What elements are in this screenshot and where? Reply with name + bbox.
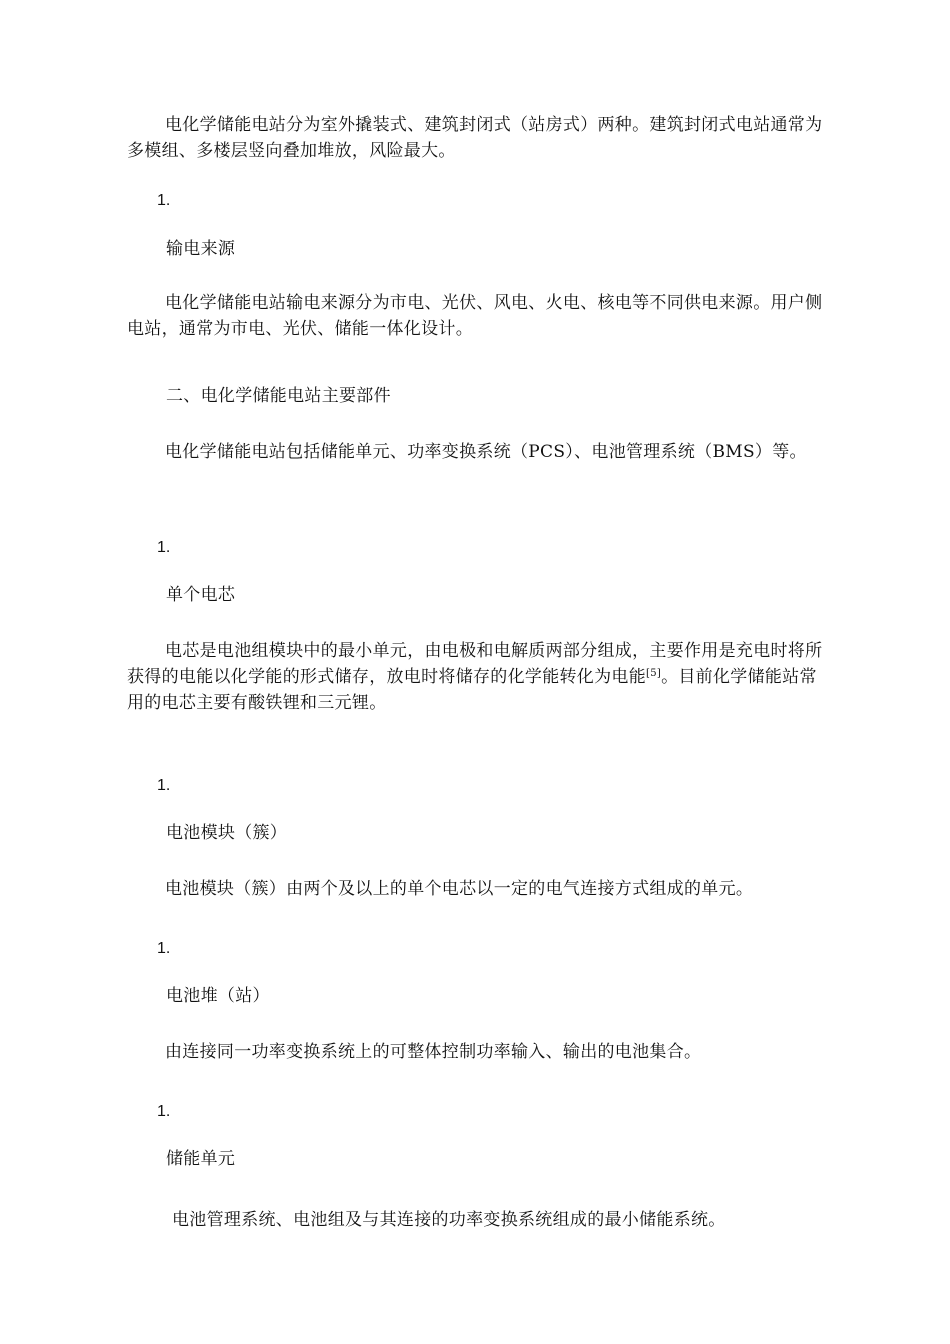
paragraph-power-source: 电化学储能电站输电来源分为市电、光伏、风电、火电、核电等不同供电来源。用户侧电站，通常为市电、光伏、储能一体化设计。 <box>127 293 823 339</box>
paragraph-single-cell-tail: 。目前化学储能站常用的电芯主要有酸铁锂和三元锂。 <box>127 667 817 713</box>
heading-power-source: 输电来源 <box>166 239 236 259</box>
list-number: 1. <box>157 777 171 794</box>
paragraph-station-types: 电化学储能电站分为室外撬装式、建筑封闭式（站房式）两种。建筑封闭式电站通常为多模组、多楼层竖向叠加堆放，风险最大。 <box>127 115 823 161</box>
paragraph-battery-module: 电池模块（簇）由两个及以上的单个电芯以一定的电气连接方式组成的单元。 <box>165 879 754 899</box>
paragraph-components: 电化学储能电站包括储能单元、功率变换系统（PCS）、电池管理系统（BMS）等。 <box>165 442 807 462</box>
paragraph-battery-stack: 由连接同一功率变换系统上的可整体控制功率输入、输出的电池集合。 <box>165 1042 702 1062</box>
heading-storage-unit: 储能单元 <box>166 1149 236 1169</box>
paragraph-single-cell <box>127 638 832 716</box>
list-number: 1. <box>157 192 171 209</box>
list-number: 1. <box>157 539 171 556</box>
heading-battery-module: 电池模块（簇） <box>166 823 288 843</box>
paragraph-storage-unit: 电池管理系统、电池组及与其连接的功率变换系统组成的最小储能系统。 <box>172 1210 726 1230</box>
heading-battery-stack: 电池堆（站） <box>166 986 270 1006</box>
list-number: 1. <box>157 940 171 957</box>
heading-single-cell: 单个电芯 <box>166 585 236 605</box>
paragraph-single-cell-main: 电芯是电池组模块中的最小单元，由电极和电解质两部分组成，主要作用是充电时将所获得的电能以化学能的形式储存，放电时将储存的化学能转化为电能 <box>127 641 823 687</box>
citation-reference[interactable]: [5] <box>646 668 662 679</box>
list-number: 1. <box>157 1103 171 1120</box>
section-heading-main-components: 二、电化学储能电站主要部件 <box>166 386 391 406</box>
